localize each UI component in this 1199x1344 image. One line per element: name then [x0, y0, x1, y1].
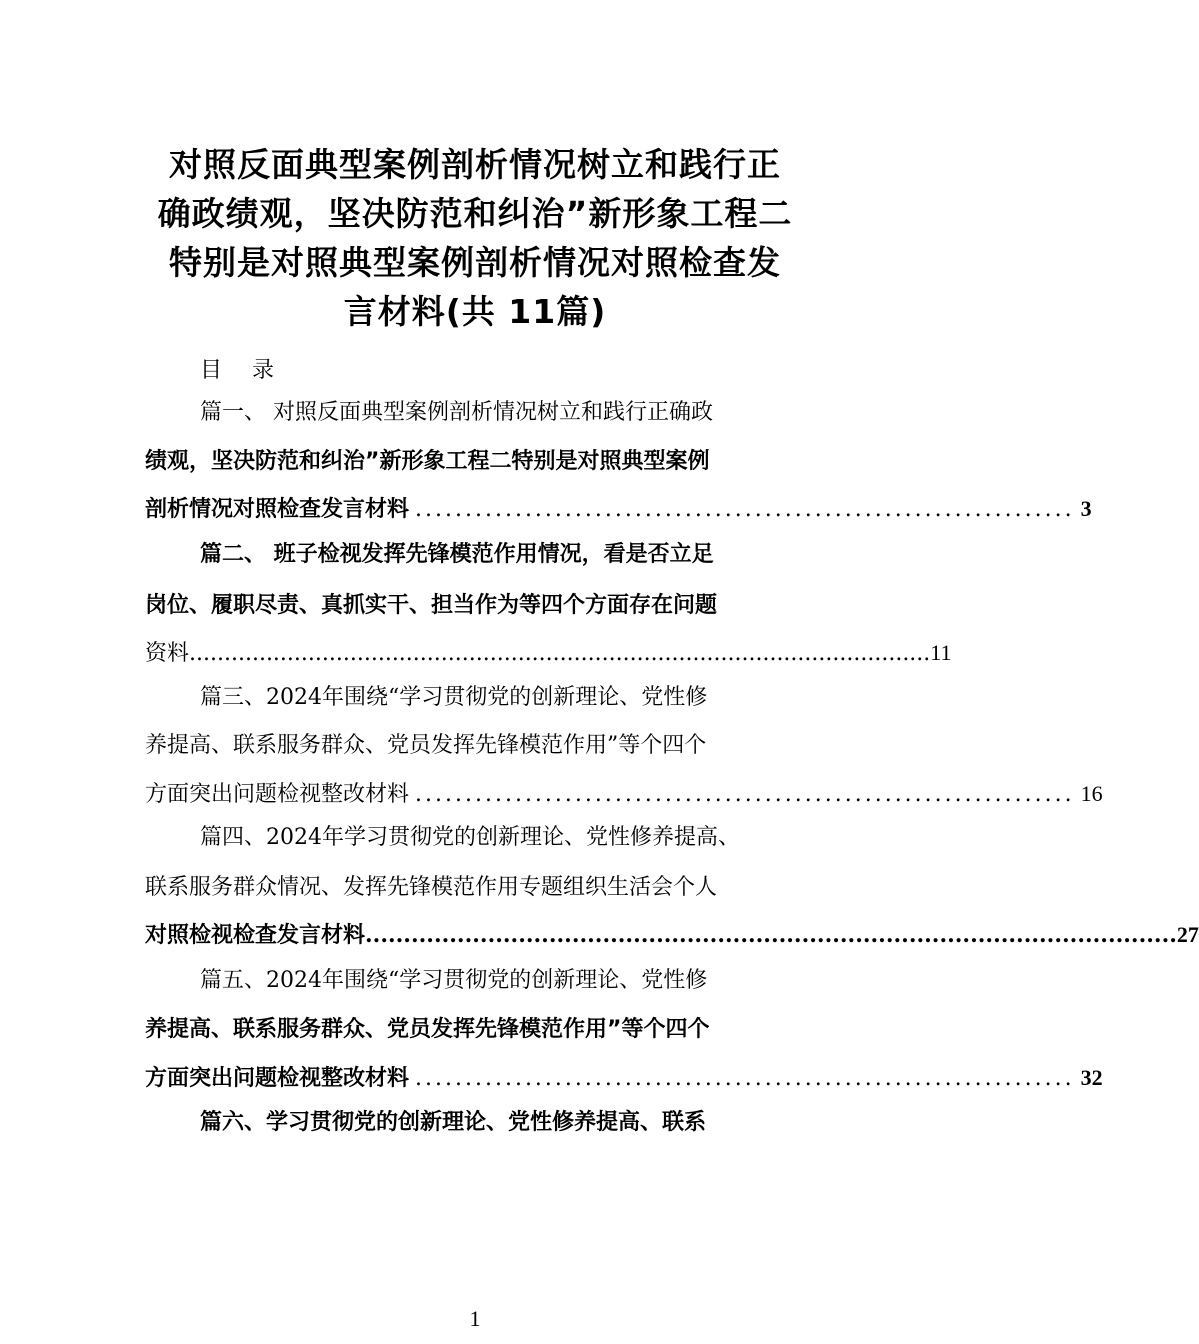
- toc-entry-6-line-1: 篇六、学习贯彻党的创新理论、党性修养提高、联系: [200, 1110, 707, 1135]
- toc-entry-5-final-row[interactable]: [145, 1063, 1103, 1094]
- toc-entry-5-line-3: 方面突出问题检视整改材料: [145, 1066, 410, 1091]
- toc-entry-4-line-2: 联系服务群众情况、发挥先锋模范作用专题组织生活会个人: [145, 875, 718, 900]
- toc-entry-4-line-3: 对照检视检查发言材料: [145, 923, 366, 948]
- toc-entry-1-line-2: 绩观，坚决防范和纠治”新形象工程二特别是对照典型案例: [145, 449, 710, 474]
- toc-entry-5-page: 32: [1080, 1065, 1103, 1090]
- dot-leader: ..........................................................................................................: [189, 641, 931, 666]
- toc-entry-2-line-2: 岗位、履职尽责、真抓实干、担当作为等四个方面存在问题: [145, 593, 718, 618]
- toc-entry-2-page: 11: [930, 640, 952, 665]
- toc-entry-2-final-row[interactable]: [145, 638, 952, 669]
- title-line: 确政绩观，坚决防范和纠治”新形象工程二: [157, 194, 793, 233]
- toc-entry-4-line-1: 篇四、2024年学习贯彻党的创新理论、党性修养提高、: [200, 825, 740, 850]
- title-line: 对照反面典型案例剖析情况树立和践行正: [169, 145, 781, 184]
- toc-entry-3-line-2: 养提高、联系服务群众、党员发挥先锋模范作用”等个四个: [145, 733, 707, 758]
- toc-heading: [200, 353, 274, 384]
- toc-entry-5-line-2: 养提高、联系服务群众、党员发挥先锋模范作用”等个四个: [145, 1017, 710, 1042]
- toc-entry-4-final-row[interactable]: [145, 920, 1199, 951]
- toc-entry-2-line-3: 资料: [145, 641, 190, 666]
- toc-entry-1-page: 3: [1080, 496, 1092, 521]
- toc-entry-3-final-row[interactable]: [145, 779, 1103, 810]
- toc-entry-3-line-1: 篇三、2024年围绕“学习贯彻党的创新理论、党性修: [200, 685, 708, 710]
- toc-entry-1-line-1: 篇一、 对照反面典型案例剖析情况树立和践行正确政: [200, 400, 713, 425]
- page-number: 1: [469, 1306, 481, 1331]
- toc-heading-right: 录: [252, 358, 275, 383]
- toc-heading-left: 目: [200, 358, 223, 383]
- dot-leader: ..................................................................: [415, 782, 1075, 807]
- toc-entry-4-page: 27: [1176, 922, 1199, 947]
- toc-entry-1-line-3: 剖析情况对照检查发言材料: [145, 497, 410, 522]
- dot-leader: ..........................................................................................................: [365, 922, 1177, 948]
- toc-entry-5-line-1: 篇五、2024年围绕“学习贯彻党的创新理论、党性修: [200, 968, 708, 993]
- dot-leader: ..................................................................: [415, 1066, 1075, 1091]
- title-line: 言材料(共 11篇): [343, 292, 607, 331]
- document-title: [120, 140, 830, 336]
- toc-entry-2-line-1: 篇二、 班子检视发挥先锋模范作用情况，看是否立足: [200, 542, 714, 567]
- toc-entry-1-final-row[interactable]: [145, 494, 1092, 525]
- dot-leader: ..................................................................: [415, 497, 1075, 522]
- toc-entry-3-line-3: 方面突出问题检视整改材料: [145, 782, 410, 807]
- title-line: 特别是对照典型案例剖析情况对照检查发: [169, 243, 781, 282]
- toc-entry-3-page: 16: [1080, 781, 1103, 806]
